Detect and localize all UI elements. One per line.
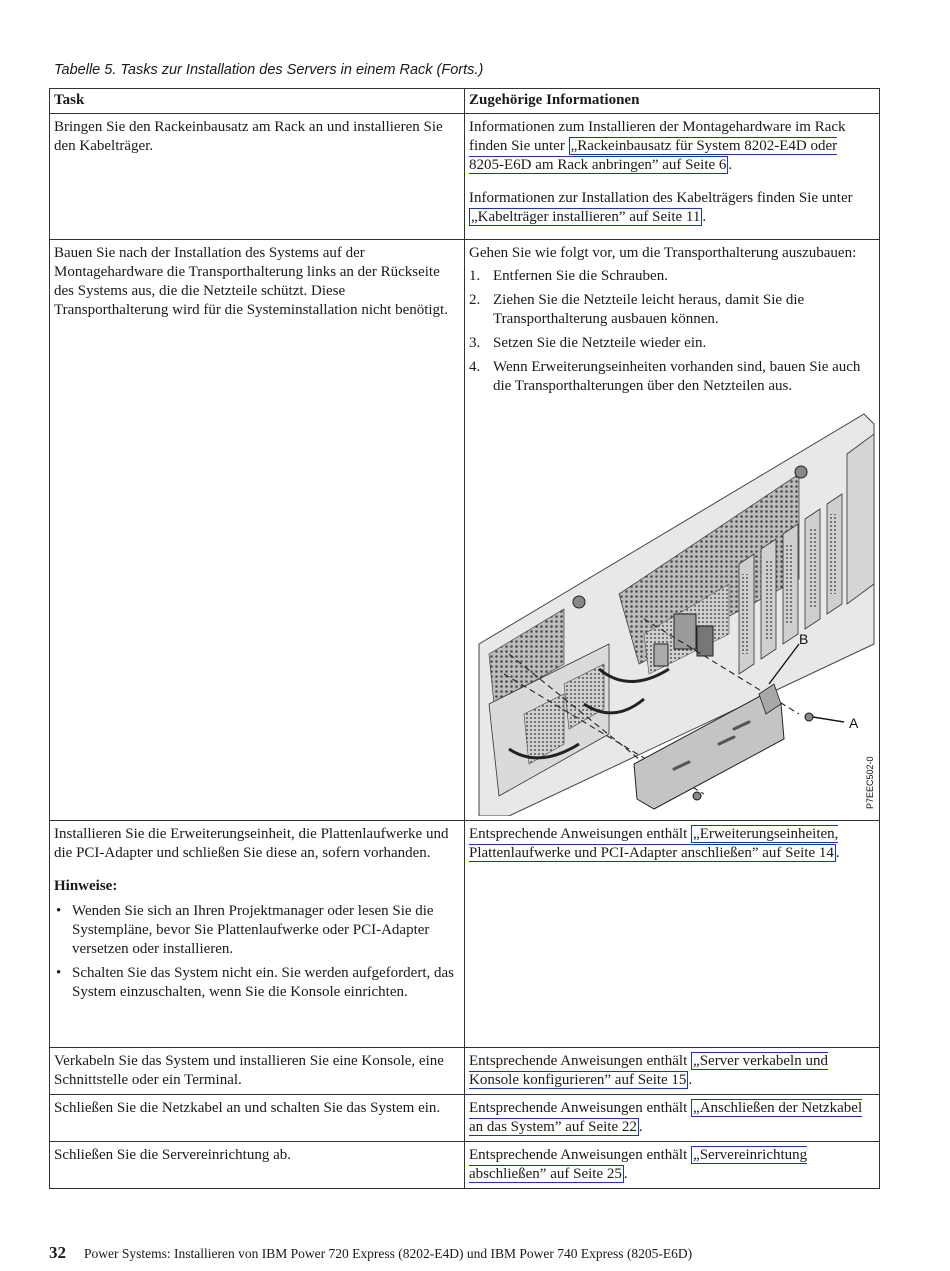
cross-reference-link[interactable]: „Servereinrichtung abschließen” auf Seite 25 [469, 1147, 808, 1182]
task-text: Installieren Sie die Erweiterungseinheit, die Plattenlaufwerke und die PCI-Adapter und schließen Sie diese an, sofern vorhanden. [54, 826, 449, 861]
list-item [469, 358, 875, 396]
page-footer [49, 1243, 692, 1263]
info-text: . [623, 1166, 628, 1182]
header-task: Task [50, 89, 465, 114]
bullet: • [56, 903, 62, 919]
steps-list [469, 267, 875, 396]
table-caption: Tabelle 5. Tasks zur Installation des Servers in einem Rack (Forts.) [54, 62, 484, 78]
info-text: Entsprechende Anweisungen enthält [469, 826, 692, 842]
info-cell [465, 240, 880, 821]
task-cell [50, 821, 465, 1048]
page-number: 32 [49, 1243, 66, 1262]
task-cell: Verkabeln Sie das System und installieren Sie eine Konsole, eine Schnittstelle oder ein Terminal. [50, 1048, 465, 1095]
table-row [50, 1095, 880, 1142]
callout-label-a: A [849, 715, 859, 731]
step-number: 2. [469, 292, 481, 308]
info-cell [465, 114, 880, 240]
info-text: . [688, 1072, 693, 1088]
task-cell: Bringen Sie den Rackeinbausatz am Rack an und installieren Sie den Kabelträger. [50, 114, 465, 240]
step-number: 3. [469, 335, 481, 351]
list-item [54, 902, 460, 959]
info-intro: Gehen Sie wie folgt vor, um die Transporthalterung auszubauen: [469, 245, 857, 261]
step-text: Setzen Sie die Netzteile wieder ein. [493, 335, 707, 351]
info-text: . [638, 1119, 643, 1135]
info-text: Entsprechende Anweisungen enthält [469, 1053, 692, 1069]
callout-label-b: B [799, 631, 809, 647]
task-cell: Schließen Sie die Netzkabel an und schalten Sie das System ein. [50, 1095, 465, 1142]
footer-text: Power Systems: Installieren von IBM Power 720 Express (8202-E4D) und IBM Power 740 Express (8205-E6D) [84, 1246, 693, 1261]
table-row [50, 114, 880, 240]
cross-reference-link[interactable]: „Anschließen der Netzkabel an das System” auf Seite 22 [469, 1100, 863, 1135]
info-text: . [728, 157, 733, 173]
tasks-table [49, 88, 880, 1189]
info-cell [465, 821, 880, 1048]
info-text: Entsprechende Anweisungen enthält [469, 1147, 692, 1163]
server-illustration [469, 404, 877, 816]
cross-reference-link[interactable]: „Erweiterungseinheiten, Plattenlaufwerke und PCI-Adapter anschließen” auf Seite 14 [469, 826, 839, 861]
note-text: Schalten Sie das System nicht ein. Sie werden aufgefordert, das System einzuschalten, wenn Sie die Konsole einrichten. [72, 965, 454, 1000]
info-text: . [702, 209, 707, 225]
info-cell [465, 1048, 880, 1095]
info-paragraph [469, 189, 875, 227]
notes-heading: Hinweise: [54, 878, 118, 894]
table-row [50, 1142, 880, 1189]
cross-reference-link[interactable]: „Rackeinbausatz für System 8202-E4D oder 8205-E6D am Rack anbringen” auf Seite 6 [469, 138, 838, 173]
list-item [469, 334, 875, 353]
step-text: Wenn Erweiterungseinheiten vorhanden sind, bauen Sie auch die Transporthalterungen über den Netzteilen aus. [493, 359, 861, 394]
list-item [54, 964, 460, 1002]
info-text: Informationen zur Installation des Kabelträgers finden Sie unter [469, 190, 853, 206]
table-header-row [50, 89, 880, 114]
server-bracket-figure [469, 404, 877, 816]
step-number: 1. [469, 268, 481, 284]
list-item [469, 291, 875, 329]
step-number: 4. [469, 359, 481, 375]
table-row [50, 240, 880, 821]
table-row [50, 821, 880, 1048]
cross-reference-link[interactable]: „Server verkabeln und Konsole konfigurieren” auf Seite 15 [469, 1053, 828, 1088]
info-text: . [835, 845, 840, 861]
info-cell [465, 1095, 880, 1142]
note-text: Wenden Sie sich an Ihren Projektmanager oder lesen Sie die Systempläne, bevor Sie Plattenlaufwerke oder PCI-Adapter versetzen oder installieren. [72, 903, 434, 957]
task-cell: Schließen Sie die Servereinrichtung ab. [50, 1142, 465, 1189]
info-paragraph [469, 118, 875, 175]
table-row [50, 1048, 880, 1095]
info-text: Entsprechende Anweisungen enthält [469, 1100, 692, 1116]
step-text: Entfernen Sie die Schrauben. [493, 268, 668, 284]
list-item [469, 267, 875, 286]
header-info: Zugehörige Informationen [465, 89, 880, 114]
figure-code: P7EEC502-0 [865, 756, 875, 809]
task-cell: Bauen Sie nach der Installation des Systems auf der Montagehardware die Transporthalterung links an der Rückseite des Systems aus, die die Netzteile schützt. Diese Transporthalterung wird für die Systeminstallation nicht benötigt. [50, 240, 465, 821]
info-cell [465, 1142, 880, 1189]
cross-reference-link[interactable]: „Kabelträger installieren” auf Seite 11 [471, 209, 701, 225]
bullet: • [56, 965, 62, 981]
notes-list [54, 902, 460, 1002]
info-text: Informationen zum Installieren der Montagehardware im Rack finden Sie unter [469, 119, 846, 154]
step-text: Ziehen Sie die Netzteile leicht heraus, damit Sie die Transporthalterung ausbauen können. [493, 292, 805, 327]
